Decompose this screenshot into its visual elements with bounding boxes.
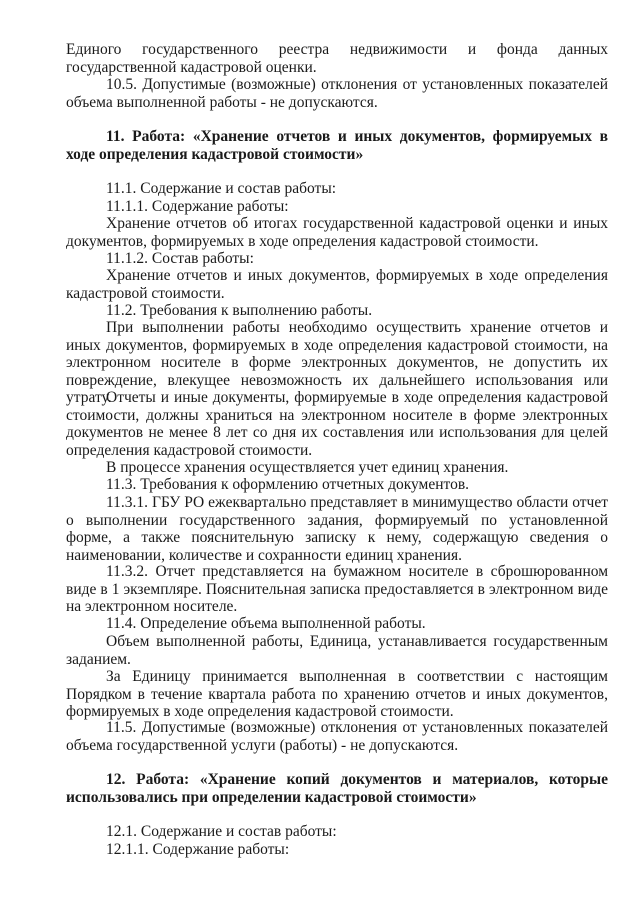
paragraph-11-2-text-3: В процессе хранения осуществляется учет единиц хранения. [106,459,509,476]
paragraph-10-4-end: Единого государственного реестра недвижимости и фонда данных государственной кадастровой оценки. [66,41,608,76]
paragraph-11-5: 11.5. Допустимые (возможные) отклонения от установленных показателей объема государственной услуги (работы) - не допускаются. [66,719,608,754]
paragraph-11-4-text-1: Объем выполненной работы, Единица, устанавливается государственным заданием. [66,633,608,668]
paragraph-10-5: 10.5. Допустимые (возможные) отклонения от установленных показателей объема выполненной работы - не допускаются. [66,76,608,111]
paragraph-11-1: 11.1. Содержание и состав работы: [106,180,337,197]
paragraph-12-1: 12.1. Содержание и состав работы: [106,823,337,840]
paragraph-11-4: 11.4. Определение объема выполненной работы. [106,615,426,632]
paragraph-11-2: 11.2. Требования к выполнению работы. [106,302,373,319]
paragraph-11-1-1: 11.1.1. Содержание работы: [106,198,289,215]
paragraph-11-3: 11.3. Требования к оформлению отчетных документов. [106,476,470,493]
paragraph-11-3-1: 11.3.1. ГБУ РО ежеквартально представляет в минимущество области отчет о выполнении государственного задания, формируемый по установленной форме, а также пояснительную записку к нему, содержащую сведения о наименовании, количестве и сохранности единиц хранения. [66,494,608,564]
paragraph-12-1-1: 12.1.1. Содержание работы: [106,841,290,858]
section-12-heading: 12. Работа: «Хранение копий документов и материалов, которые использовались при определении кадастровой стоимости» [66,771,608,806]
paragraph-11-2-text-2: Отчеты и иные документы, формируемые в ходе определения кадастровой стоимости, должны храниться на электронном носителе в форме электронных документов не менее 8 лет со дня их составления или использования для целей определения кадастровой стоимости. [66,389,608,459]
paragraph-11-4-text-2: За Единицу принимается выполненная в соответствии с настоящим Порядком в течение квартала работа по хранению отчетов и иных документов, формируемых в ходе определения кадастровой стоимости. [66,668,608,720]
paragraph-11-2-text-1: При выполнении работы необходимо осуществить хранение отчетов и иных документов, формируемых в ходе определения кадастровой стоимости, на электронном носителе в форме электронных документов, не допустить их повреждение, влекущее невозможность их дальнейшего использования или утрату. [66,319,608,406]
paragraph-11-1-1-text: Хранение отчетов об итогах государственной кадастровой оценки и иных документов, формируемых в ходе определения кадастровой стоимости. [66,215,608,250]
paragraph-11-3-2: 11.3.2. Отчет представляется на бумажном носителе в сброшюрованном виде в 1 экземпляре. Пояснительная записка предоставляется в электронном виде на электронном носителе. [66,563,608,615]
paragraph-11-1-2: 11.1.2. Состав работы: [106,250,254,267]
paragraph-11-1-2-text: Хранение отчетов и иных документов, формируемых в ходе определения кадастровой стоимости. [66,267,608,302]
section-11-heading: 11. Работа: «Хранение отчетов и иных документов, формируемых в ходе определения кадастровой стоимости» [66,128,608,163]
